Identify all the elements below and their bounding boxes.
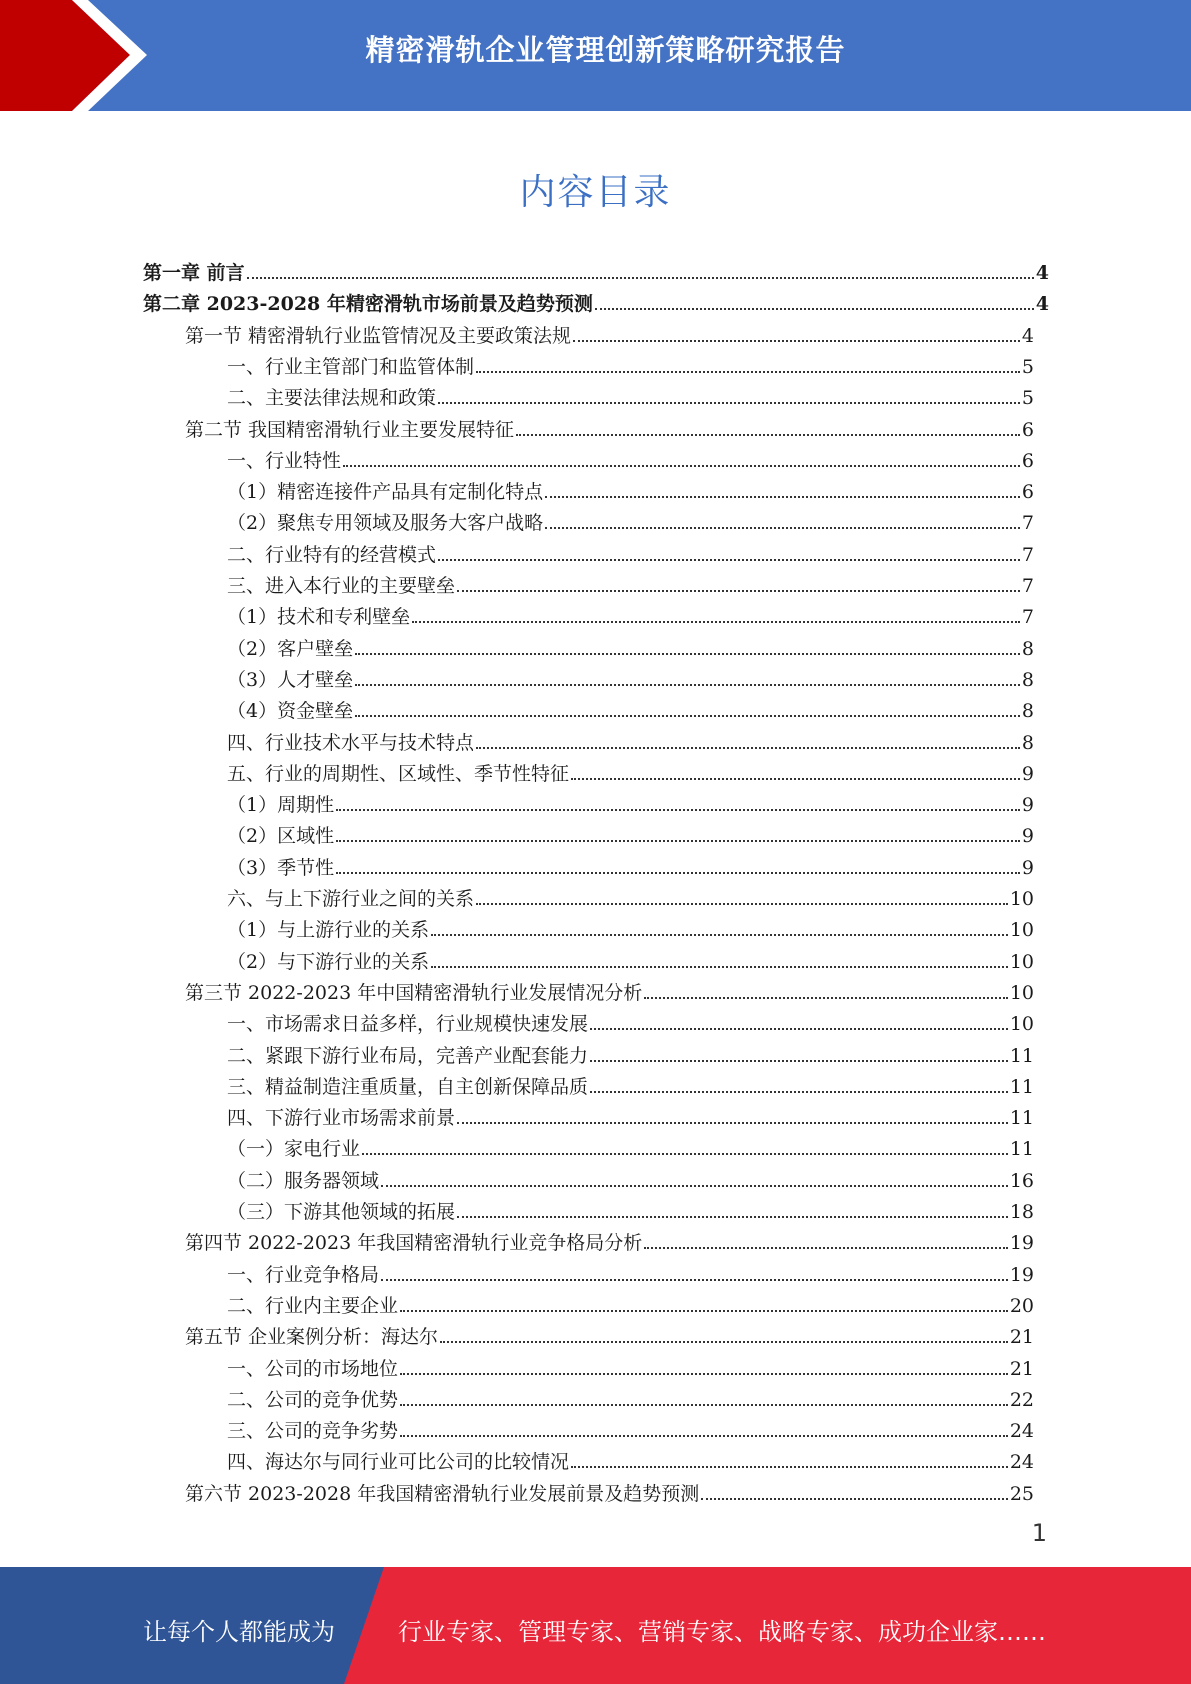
toc-entry[interactable]	[227, 473, 1034, 504]
toc-entry-page: 5	[1021, 387, 1034, 410]
toc-entry-page: 16	[1009, 1169, 1034, 1192]
toc-entry-page: 8	[1021, 637, 1034, 660]
toc-entry[interactable]	[185, 974, 1034, 1005]
toc-entry-label: （3）季节性	[227, 856, 335, 879]
toc-entry-page: 9	[1021, 794, 1034, 817]
toc-entry[interactable]	[227, 1099, 1034, 1130]
toc-dot-leader	[247, 277, 1034, 279]
toc-entry-page: 5	[1021, 355, 1034, 378]
toc-dot-leader	[701, 1498, 1008, 1500]
toc-entry-page: 4	[1035, 293, 1049, 316]
toc-dot-leader	[476, 371, 1020, 373]
toc-dot-leader	[440, 1341, 1008, 1343]
toc-entry[interactable]	[227, 755, 1034, 786]
toc-entry-page: 8	[1021, 700, 1034, 723]
toc-dot-leader	[571, 1466, 1008, 1468]
toc-dot-leader	[355, 684, 1020, 686]
toc-dot-leader	[355, 653, 1020, 655]
toc-entry[interactable]	[227, 661, 1034, 692]
toc-entry[interactable]	[227, 786, 1034, 817]
toc-entry-page: 11	[1009, 1075, 1034, 1098]
toc-dot-leader	[400, 1404, 1008, 1406]
toc-entry-page: 19	[1009, 1232, 1034, 1255]
toc-dot-leader	[362, 1153, 1008, 1155]
toc-entry-label: 四、海达尔与同行业可比公司的比较情况	[227, 1451, 570, 1474]
toc-dot-leader	[400, 1435, 1008, 1437]
toc-entry[interactable]	[227, 1162, 1034, 1193]
footer-slogan-left: 让每个人都能成为	[143, 1618, 335, 1646]
toc-entry-page: 9	[1021, 762, 1034, 785]
toc-entry-label: 二、公司的竞争优势	[227, 1388, 399, 1411]
toc-entry-page: 10	[1009, 981, 1034, 1004]
toc-entry[interactable]	[227, 348, 1034, 379]
toc-entry[interactable]	[227, 817, 1034, 848]
toc-dot-leader	[644, 997, 1008, 999]
toc-entry-label: 第一章 前言	[143, 262, 245, 284]
toc-entry[interactable]	[227, 536, 1034, 567]
toc-entry-page: 11	[1009, 1044, 1034, 1067]
toc-dot-leader	[590, 1028, 1008, 1030]
toc-dot-leader	[438, 559, 1020, 561]
toc-entry[interactable]	[227, 880, 1034, 911]
toc-dot-leader	[573, 340, 1020, 342]
toc-entry-page: 21	[1009, 1326, 1034, 1349]
toc-entry[interactable]	[143, 254, 1049, 285]
toc-entry[interactable]	[227, 943, 1034, 974]
toc-entry-label: （2）客户壁垒	[227, 637, 354, 660]
toc-entry[interactable]	[227, 1193, 1034, 1224]
toc-entry[interactable]	[227, 504, 1034, 535]
toc-entry-label: 三、进入本行业的主要壁垒	[227, 575, 456, 597]
toc-dot-leader	[590, 1060, 1008, 1062]
toc-dot-leader	[412, 621, 1020, 623]
toc-entry-label: 二、主要法律法规和政策	[227, 387, 437, 410]
toc-entry[interactable]	[185, 1475, 1034, 1506]
toc-dot-leader	[431, 934, 1008, 936]
toc-dot-leader	[400, 1310, 1008, 1312]
page-header	[0, 0, 1191, 111]
toc-entry-label: 五、行业的周期性、区域性、季节性特征	[227, 762, 570, 785]
toc-entry[interactable]	[227, 1443, 1034, 1474]
toc-entry-page: 7	[1021, 543, 1034, 566]
toc-entry-page: 7	[1021, 575, 1034, 597]
toc-entry-label: 一、市场需求日益多样，行业规模快速发展	[227, 1013, 589, 1036]
toc-entry-page: 19	[1009, 1263, 1034, 1286]
toc-entry-label: 一、行业主管部门和监管体制	[227, 355, 475, 378]
toc-entry[interactable]	[185, 1224, 1034, 1255]
toc-entry-label: 二、行业特有的经营模式	[227, 543, 437, 566]
toc-entry[interactable]	[227, 1256, 1034, 1287]
toc-dot-leader	[438, 402, 1020, 404]
toc-entry[interactable]	[227, 1287, 1034, 1318]
toc-entry-label: （一）家电行业	[227, 1138, 361, 1161]
toc-entry[interactable]	[227, 1350, 1034, 1381]
toc-entry[interactable]	[227, 379, 1034, 410]
toc-entry-label: 三、精益制造注重质量，自主创新保障品质	[227, 1075, 589, 1098]
toc-entry[interactable]	[185, 317, 1034, 348]
toc-dot-leader	[400, 1373, 1008, 1375]
toc-entry[interactable]	[227, 724, 1034, 755]
toc-entry[interactable]	[227, 1037, 1034, 1068]
toc-entry-label: 第三节 2022-2023 年中国精密滑轨行业发展情况分析	[185, 981, 643, 1004]
toc-entry-page: 4	[1021, 324, 1034, 347]
toc-entry-label: 二、行业内主要企业	[227, 1294, 399, 1317]
toc-entry-page: 11	[1009, 1107, 1034, 1130]
toc-entry-page: 6	[1021, 418, 1034, 441]
toc-entry[interactable]	[143, 285, 1049, 316]
toc-entry[interactable]	[185, 1318, 1034, 1349]
toc-entry-label: 二、紧跟下游行业布局，完善产业配套能力	[227, 1044, 589, 1067]
toc-dot-leader	[476, 903, 1008, 905]
header-title: 精密滑轨企业管理创新策略研究报告	[365, 33, 846, 67]
toc-entry-label: （2）区域性	[227, 825, 335, 848]
toc-dot-leader	[644, 1247, 1008, 1249]
footer-slogan-right: 行业专家、管理专家、营销专家、战略专家、成功企业家……	[398, 1618, 1046, 1646]
toc-entry-label: 第五节 企业案例分析：海达尔	[185, 1326, 439, 1349]
toc-entry-label: （1）周期性	[227, 794, 335, 817]
toc-entry-page: 18	[1009, 1201, 1034, 1223]
toc-dot-leader	[343, 465, 1020, 467]
toc-dot-leader	[336, 872, 1020, 874]
toc-entry-label: （2）聚焦专用领域及服务大客户战略	[227, 512, 544, 535]
toc-entry-page: 11	[1009, 1138, 1034, 1161]
toc-entry-page: 21	[1009, 1357, 1034, 1380]
toc-entry-label: 四、行业技术水平与技术特点	[227, 731, 475, 754]
toc-entry-label: 第六节 2023-2028 年我国精密滑轨行业发展前景及趋势预测	[185, 1482, 700, 1505]
toc-entry[interactable]	[227, 442, 1034, 473]
toc-dot-leader	[476, 747, 1020, 749]
toc-entry[interactable]	[227, 1381, 1034, 1412]
toc-entry-label: 第四节 2022-2023 年我国精密滑轨行业竞争格局分析	[185, 1232, 643, 1255]
toc-entry-page: 10	[1009, 919, 1034, 942]
toc-entry-label: （4）资金壁垒	[227, 700, 354, 723]
toc-dot-leader	[516, 434, 1020, 436]
page-number: 1	[1031, 1519, 1047, 1547]
toc-dot-leader	[457, 590, 1020, 592]
toc-entry-page: 24	[1009, 1451, 1034, 1474]
toc-entry-page: 24	[1009, 1420, 1034, 1443]
toc-entry[interactable]	[227, 1130, 1034, 1161]
toc-entry-page: 10	[1009, 950, 1034, 973]
toc-entry-page: 10	[1009, 1013, 1034, 1036]
toc-entry-label: 第一节 精密滑轨行业监管情况及主要政策法规	[185, 324, 572, 347]
toc-entry-page: 6	[1021, 481, 1034, 504]
toc-entry[interactable]	[227, 849, 1034, 880]
toc-dot-leader	[336, 840, 1020, 842]
toc-title: 内容目录	[519, 172, 672, 213]
toc-entry-page: 7	[1021, 606, 1034, 629]
toc-entry-page: 10	[1009, 888, 1034, 910]
page-footer	[0, 1567, 1191, 1684]
toc-entry-page: 20	[1009, 1294, 1034, 1317]
toc-entry[interactable]	[227, 567, 1034, 598]
toc-entry-page: 8	[1021, 731, 1034, 754]
toc-dot-leader	[545, 496, 1020, 498]
toc-entry-page: 8	[1021, 668, 1034, 691]
toc-entry-label: （1）技术和专利壁垒	[227, 606, 411, 629]
toc-entry-label: 一、公司的市场地位	[227, 1357, 399, 1380]
toc-entry-label: 三、公司的竞争劣势	[227, 1420, 399, 1443]
toc-dot-leader	[457, 1216, 1008, 1218]
toc-entry-label: 一、行业特性	[227, 449, 342, 472]
toc-entry-label: 第二节 我国精密滑轨行业主要发展特征	[185, 418, 515, 441]
toc-entry-page: 9	[1021, 825, 1034, 848]
toc-entry-page: 25	[1009, 1482, 1034, 1505]
toc-entry-page: 4	[1035, 262, 1049, 284]
toc-dot-leader	[571, 778, 1020, 780]
toc-entry-label: 一、行业竞争格局	[227, 1263, 380, 1286]
toc-entry-label: （2）与下游行业的关系	[227, 950, 430, 973]
toc-entry[interactable]	[227, 692, 1034, 723]
toc-entry-page: 9	[1021, 856, 1034, 879]
toc-entry-label: （1）与上游行业的关系	[227, 919, 430, 942]
toc-dot-leader	[595, 308, 1034, 310]
toc-entry-page: 6	[1021, 449, 1034, 472]
toc-entry[interactable]	[227, 1005, 1034, 1036]
toc-entry[interactable]	[227, 1412, 1034, 1443]
toc-dot-leader	[457, 1122, 1008, 1124]
toc-entry[interactable]	[227, 911, 1034, 942]
toc-dot-leader	[355, 715, 1020, 717]
toc-dot-leader	[336, 809, 1020, 811]
toc-dot-leader	[381, 1279, 1008, 1281]
toc-entry[interactable]	[185, 411, 1034, 442]
toc-entry[interactable]	[227, 1068, 1034, 1099]
toc-entry[interactable]	[227, 598, 1034, 629]
toc-dot-leader	[545, 527, 1020, 529]
toc-dot-leader	[431, 966, 1008, 968]
toc-entry-page: 22	[1009, 1388, 1034, 1411]
toc-entry-label: 第二章 2023-2028 年精密滑轨市场前景及趋势预测	[143, 293, 593, 316]
toc-entry-label: 六、与上下游行业之间的关系	[227, 888, 475, 910]
toc-dot-leader	[590, 1091, 1008, 1093]
toc-entry-page: 7	[1021, 512, 1034, 535]
toc-entry[interactable]	[227, 630, 1034, 661]
toc-entry-label: （1）精密连接件产品具有定制化特点	[227, 481, 544, 504]
toc-entry-label: （二）服务器领域	[227, 1169, 380, 1192]
toc-entry-label: （3）人才壁垒	[227, 668, 354, 691]
toc-entry-label: （三）下游其他领域的拓展	[227, 1201, 456, 1223]
toc-entry-label: 四、下游行业市场需求前景	[227, 1107, 456, 1130]
toc-dot-leader	[381, 1185, 1008, 1187]
